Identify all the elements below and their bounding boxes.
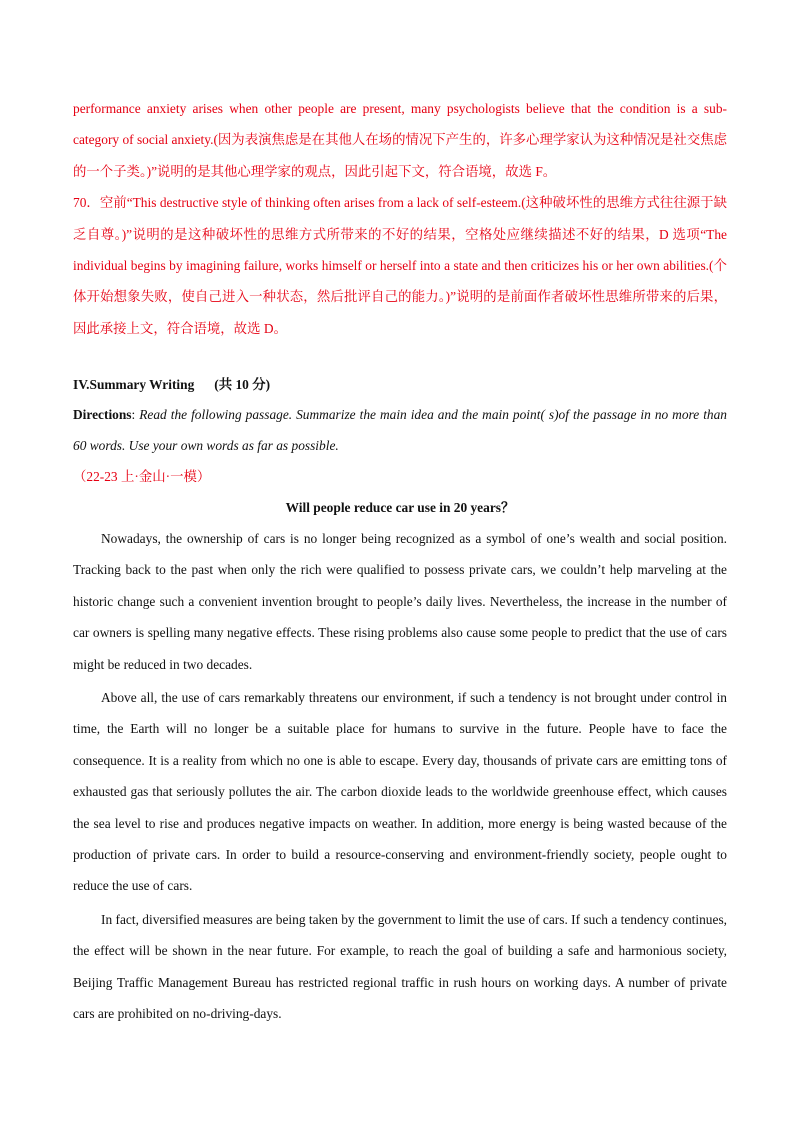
directions-label: Directions xyxy=(73,407,132,422)
answer-explanation: 70．空前“This destructive style of thinking often arises from a lack of self-esteem.(这种破坏性的思维方式往往源于缺乏自尊。)”说明的是这种破坏性的思维方式所带来的不好的结果，空格处应继续描述不好的结果，D 选项“The individual begins by imagining failure, works himself or herself into a state and then criticizes his or her own abilities.(个体开始想象失败，使自己进入一种状态，然后批评自己的能力。)”说明的是前面作者破坏性思维所带来的后果，因此承接上文，符合语境，故选 D。 xyxy=(73,195,727,336)
passage-paragraph: In fact, diversified measures are being taken by the government to limit the use of cars. If such a tendency continues, the effect will be shown in the near future. For example, to reach the goal of building a safe and harmonious society, Beijing Traffic Management Bureau has restricted regional traffic in rush hours on working days. A number of private cars are prohibited on no-driving-days. xyxy=(73,911,727,1022)
section-heading xyxy=(73,371,727,399)
answer-explanation: performance anxiety arises when other people are present, many psychologists believe that the condition is a sub-category of social anxiety.(因为表演焦虑是在其他人在场的情况下产生的，许多心理学家认为这种情况是社交焦虑的一个子类。)”说明的是其他心理学家的观点，因此引起下文，符合语境，故选 F。 xyxy=(73,101,727,179)
directions xyxy=(73,399,727,461)
exam-source: （22-23 上·金山·一模） xyxy=(73,469,211,484)
section-title: IV.Summary Writing xyxy=(73,377,195,392)
directions-colon: : xyxy=(131,407,136,422)
answer-explanations xyxy=(73,93,727,344)
passage-title: Will people reduce car use in 20 years？ xyxy=(285,500,515,515)
section-points: (共 10 分) xyxy=(214,377,271,392)
summary-writing-section xyxy=(73,371,727,1030)
directions-text: Read the following passage. Summarize the main idea and the main point( s)of the passage in no more than 60 words. Use your own words as far as possible. xyxy=(73,407,727,453)
passage-paragraph: Above all, the use of cars remarkably threatens our environment, if such a tendency is not brought under control in time, the Earth will no longer be a suitable place for humans to survive in the future. People have to face the consequence. It is a reality from which no one is able to escape. Every day, thousands of private cars are emitting tons of exhausted gas that seriously pollutes the air. The carbon dioxide leads to the worldwide greenhouse effect, which causes the sea level to rise and produces negative impacts on weather. In addition, more energy is being wasted because of the production of private cars. In order to build a resource-conserving and environment-friendly society, people ought to reduce the use of cars. xyxy=(73,690,727,894)
passage-paragraph: Nowadays, the ownership of cars is no longer being recognized as a symbol of one’s wealth and social position. Tracking back to the past when only the rich were qualified to possess private cars, we couldn’t help marveling at the historic change such a convenient invention brought to people’s daily lives. Nevertheless, the increase in the number of car owners is spelling many negative effects. These rising problems also cause some people to predict that the use of cars might be reduced in two decades. xyxy=(73,531,727,672)
